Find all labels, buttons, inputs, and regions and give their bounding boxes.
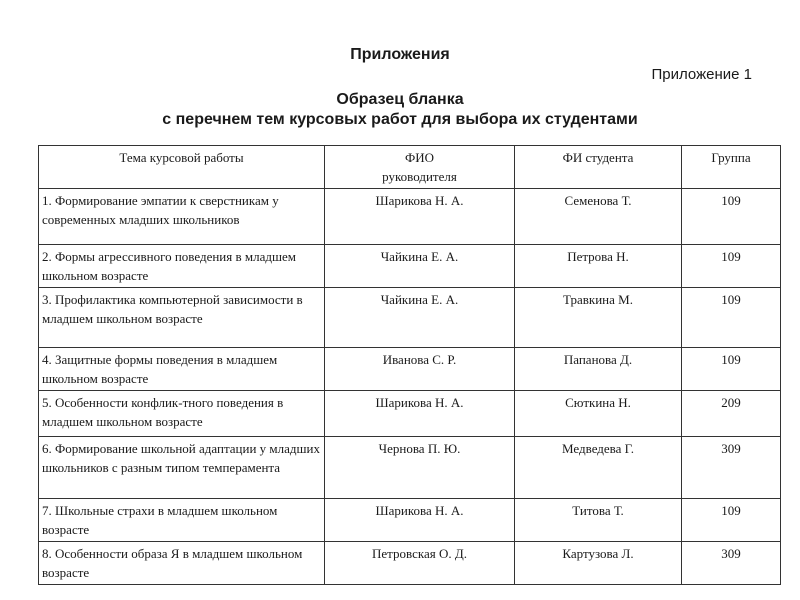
cell-group: 109 (682, 499, 781, 542)
cell-student: Титова Т. (515, 499, 682, 542)
table-row (39, 245, 781, 288)
cell-group: 109 (682, 189, 781, 245)
cell-student: Медведева Г. (515, 437, 682, 499)
cell-topic: 4. Защитные формы поведения в младшем школьном возрасте (39, 348, 325, 391)
cell-topic: 3. Профилактика компьютерной зависимости в младшем школьном возрасте (39, 288, 325, 348)
cell-supervisor: Иванова С. Р. (325, 348, 515, 391)
form-title-line-2: с перечнем тем курсовых работ для выбора их студентами (162, 111, 638, 128)
table-row (39, 189, 781, 245)
cell-supervisor: Чайкина Е. А. (325, 288, 515, 348)
form-title (0, 90, 800, 130)
cell-group: 109 (682, 245, 781, 288)
form-title-line-1: Образец бланка (336, 91, 464, 108)
cell-topic: 6. Формирование школьной адаптации у младших школьников с разным типом темперамента (39, 437, 325, 499)
cell-supervisor: Шарикова Н. А. (325, 499, 515, 542)
header-topic: Тема курсовой работы (39, 146, 325, 189)
header-group: Группа (682, 146, 781, 189)
cell-group: 109 (682, 348, 781, 391)
page-heading: Приложения (350, 46, 450, 63)
table-row (39, 542, 781, 585)
cell-supervisor: Чернова П. Ю. (325, 437, 515, 499)
cell-group: 309 (682, 542, 781, 585)
table-row (39, 391, 781, 437)
course-topics-table (38, 145, 781, 585)
cell-student: Травкина М. (515, 288, 682, 348)
header-student: ФИ студента (515, 146, 682, 189)
table-row (39, 499, 781, 542)
table-header-row (39, 146, 781, 189)
cell-supervisor: Шарикова Н. А. (325, 189, 515, 245)
header-supervisor-line-1: ФИО (404, 150, 435, 165)
cell-group: 309 (682, 437, 781, 499)
cell-group: 109 (682, 288, 781, 348)
header-supervisor-line-2: руководителя (382, 169, 457, 184)
cell-topic: 1. Формирование эмпатии к сверстникам у современных младших школьников (39, 189, 325, 245)
cell-student: Сюткина Н. (515, 391, 682, 437)
cell-student: Семенова Т. (515, 189, 682, 245)
cell-topic: 2. Формы агрессивного поведения в младшем школьном возрасте (39, 245, 325, 288)
cell-student: Петрова Н. (515, 245, 682, 288)
cell-supervisor: Петровская О. Д. (325, 542, 515, 585)
cell-group: 209 (682, 391, 781, 437)
header-supervisor (325, 146, 515, 189)
cell-student: Папанова Д. (515, 348, 682, 391)
cell-supervisor: Чайкина Е. А. (325, 245, 515, 288)
table-row (39, 437, 781, 499)
cell-topic: 8. Особенности образа Я в младшем школьном возрасте (39, 542, 325, 585)
cell-topic: 7. Школьные страхи в младшем школьном возрасте (39, 499, 325, 542)
table-row (39, 288, 781, 348)
cell-supervisor: Шарикова Н. А. (325, 391, 515, 437)
cell-topic: 5. Особенности конфлик-тного поведения в младшем школьном возрасте (39, 391, 325, 437)
appendix-number: Приложение 1 (651, 66, 752, 83)
table-row (39, 348, 781, 391)
cell-student: Картузова Л. (515, 542, 682, 585)
